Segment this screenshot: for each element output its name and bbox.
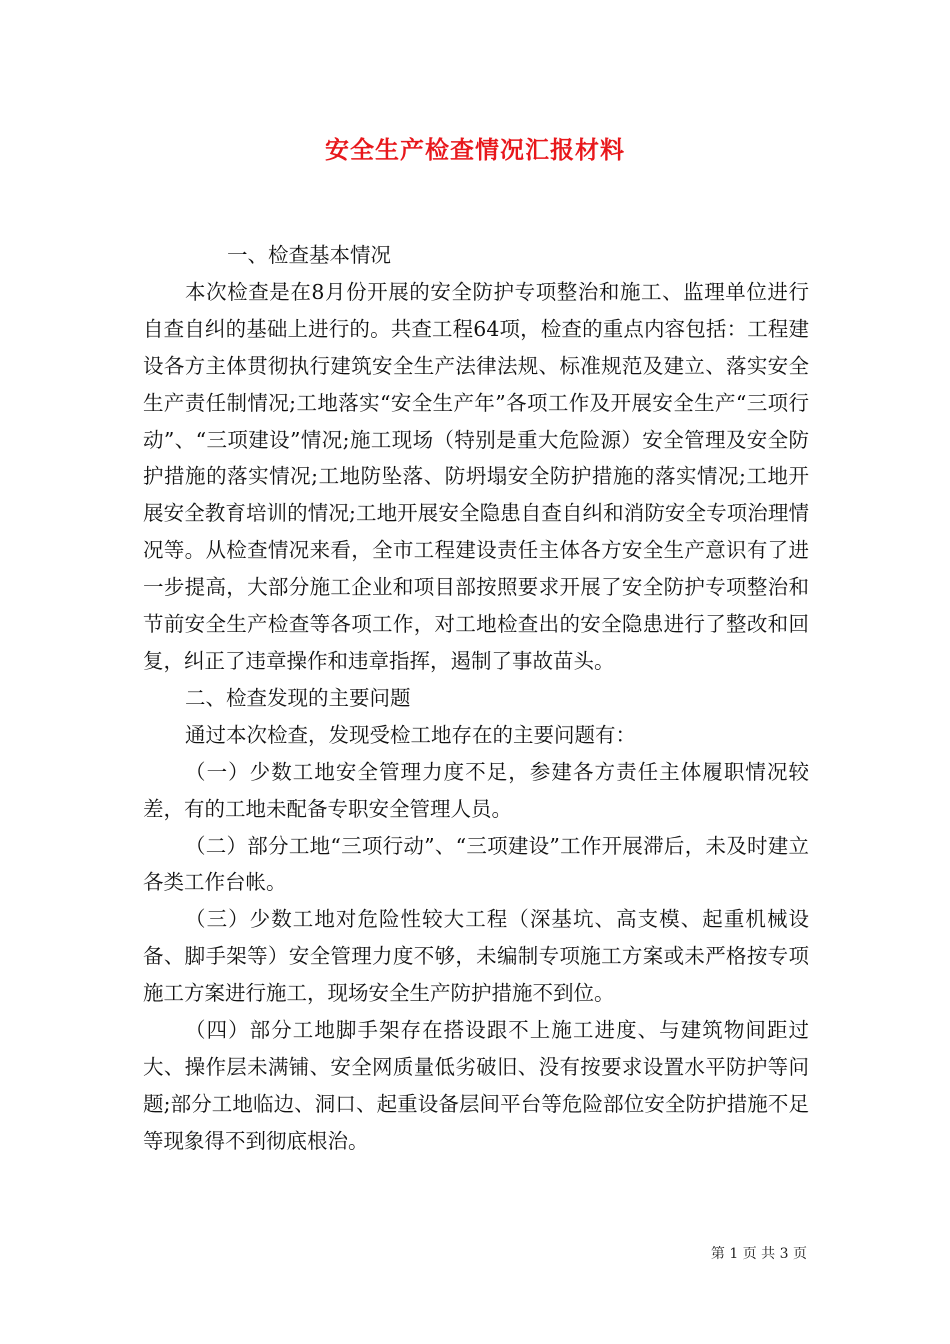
paragraph-problem-1: （一）少数工地安全管理力度不足，参建各方责任主体履职情况较差，有的工地未配备专职安全管理人员。 xyxy=(143,759,809,821)
paragraph-problems-intro: 通过本次检查，发现受检工地存在的主要问题有： xyxy=(185,722,637,747)
paragraph-problem-2: （二）部分工地“三项行动”、“三项建设”工作开展滞后，未及时建立各类工作台帐。 xyxy=(143,833,809,895)
paragraph-problem-4: （四）部分工地脚手架存在搭设跟不上施工进度、与建筑物间距过大、操作层未满铺、安全网质量低劣破旧、没有按要求设置水平防护等问题;部分工地临边、洞口、起重设备层间平台等危险部位安全防护措施不足等现象得不到彻底根治。 xyxy=(143,1018,809,1153)
paragraph-problem-3: （三）少数工地对危险性较大工程（深基坑、高支模、起重机械设备、脚手架等）安全管理力度不够，未编制专项施工方案或未严格按专项施工方案进行施工，现场安全生产防护措施不到位。 xyxy=(143,907,809,1006)
section-heading-2: 二、检查发现的主要问题 xyxy=(185,685,411,710)
section-heading-1: 一、检查基本情况 xyxy=(227,243,392,267)
document-title: 安全生产检查情况汇报材料 xyxy=(325,135,625,164)
paragraph-inspection-overview: 本次检查是在8月份开展的安全防护专项整治和施工、监理单位进行自查自纠的基础上进行的。共查工程64项，检查的重点内容包括：工程建设各方主体贯彻执行建筑安全生产法律法规、标准规范及建立、落实安全生产责任制情况;工地落实“安全生产年”各项工作及开展安全生产“三项行动”、“三项建设”情况;施工现场（特别是重大危险源）安全管理及安全防护措施的落实情况;工地防坠落、防坍塌安全防护措施的落实情况;工地开展安全教育培训的情况;工地开展安全隐患自查自纠和消防安全专项治理情况等。从检查情况来看，全市工程建设责任主体各方安全生产意识有了进一步提高，大部分施工企业和项目部按照要求开展了安全防护专项整治和节前安全生产检查等各项工作，对工地检查出的安全隐患进行了整改和回复，纠正了违章操作和违章指挥，遏制了事故苗头。 xyxy=(143,279,809,673)
document-body xyxy=(143,237,809,1160)
page-number: 第 1 页 共 3 页 xyxy=(710,1246,807,1262)
